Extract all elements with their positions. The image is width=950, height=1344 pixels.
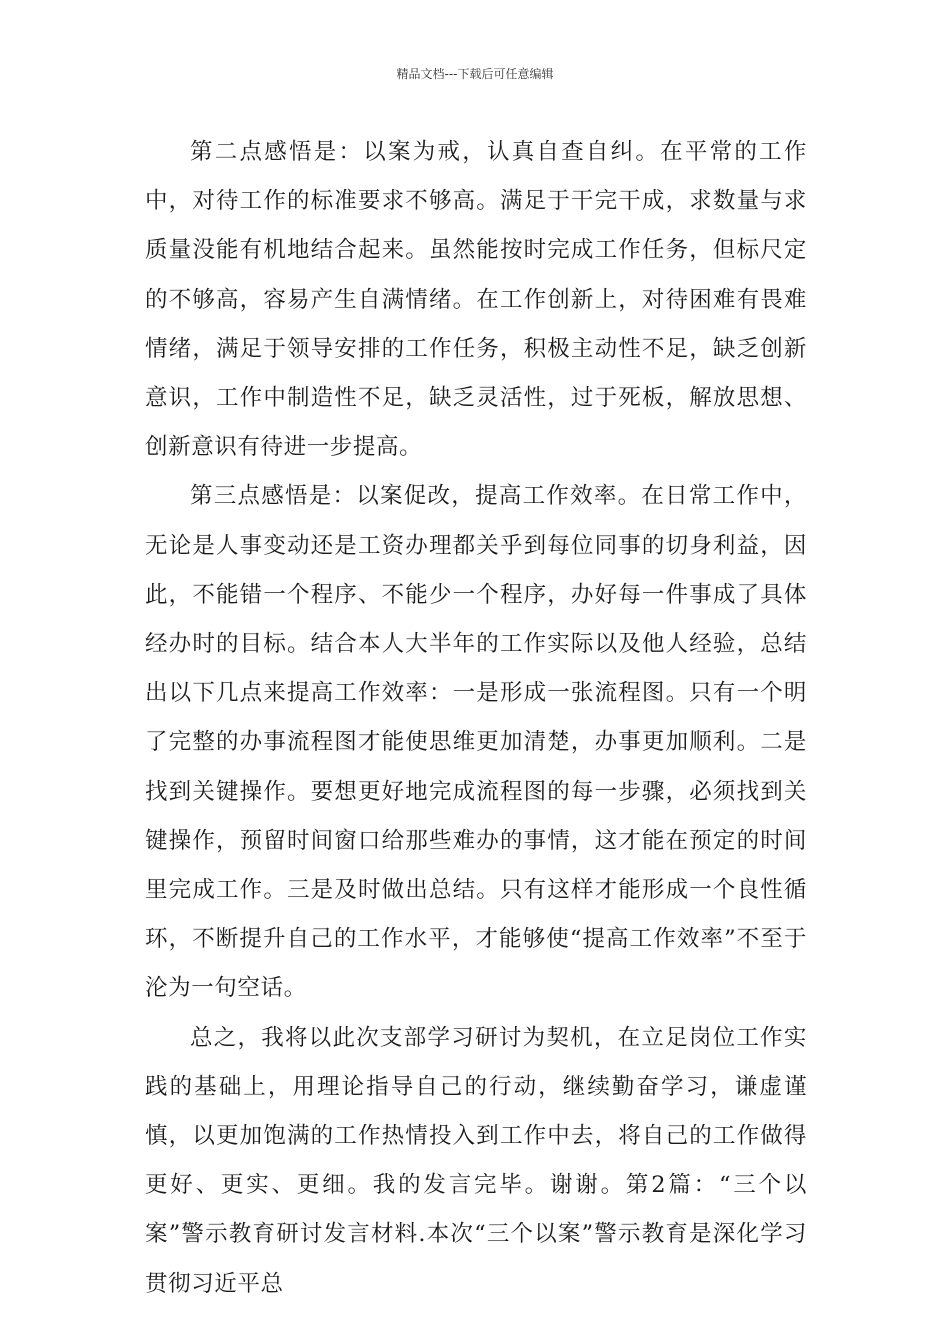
- paragraph-second-insight: 第二点感悟是：以案为戒，认真自查自纠。在平常的工作中，对待工作的标准要求不够高。满足于干完干成，求数量与求质量没能有机地结合起来。虽然能按时完成工作任务，但标尺定的不够高，容易产生自满情绪。在工作创新上，对待困难有畏难情绪，满足于领导安排的工作任务，积极主动性不足，缺乏创新意识，工作中制造性不足，缺乏灵活性，过于死板，解放思想、创新意识有待进一步提高。: [145, 139, 807, 461]
- paragraph-third-insight: 第三点感悟是：以案促改，提高工作效率。在日常工作中，无论是人事变动还是工资办理都关乎到每位同事的切身利益，因此，不能错一个程序、不能少一个程序，办好每一件事成了具体经办时的目标。结合本人大半年的工作实际以及他人经验，总结出以下几点来提高工作效率：一是形成一张流程图。只有一个明了完整的办事流程图才能使思维更加清楚，办事更加顺利。二是找到关键操作。要想更好地完成流程图的每一步骤，必须找到关键操作，预留时间窗口给那些难办的事情，这才能在预定的时间里完成工作。三是及时做出总结。只有这样才能形成一个良性循环，不断提升自己的工作水平，才能够使“提高工作效率”不至于沦为一句空话。: [145, 483, 807, 1002]
- page-header-note: 精品文档---下载后可任意编辑: [396, 67, 554, 81]
- document-body: [145, 128, 807, 1309]
- paragraph-conclusion: 总之，我将以此次支部学习研讨为契机，在立足岗位工作实践的基础上，用理论指导自己的行动，继续勤奋学习，谦虚谨慎，以更加饱满的工作热情投入到工作中去，将自己的工作做得更好、更实、更细。我的发言完毕。谢谢。第2篇：“三个以案”警示教育研讨发言材料.本次“三个以案”警示教育是深化学习贯彻习近平总: [145, 1024, 807, 1297]
